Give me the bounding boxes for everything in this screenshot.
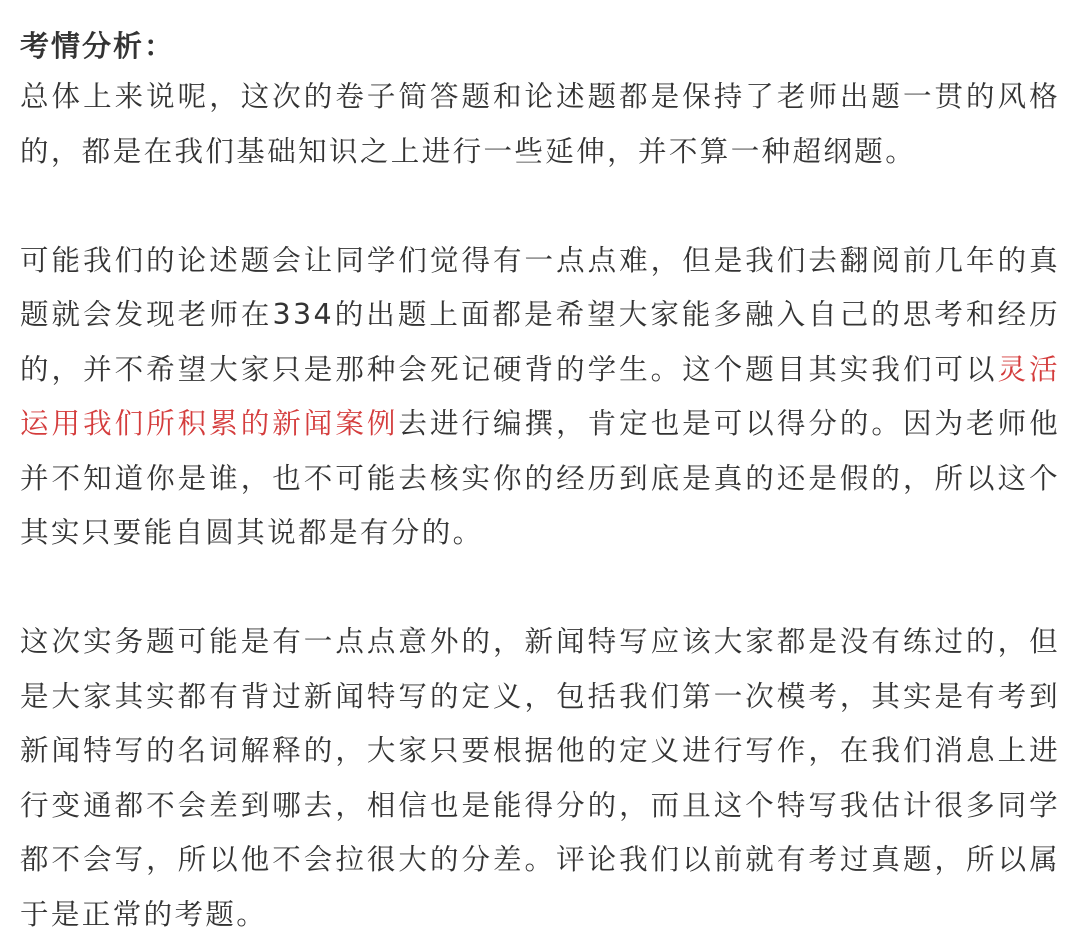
- paragraph-overview: 总体上来说呢，这次的卷子简答题和论述题都是保持了老师出题一贯的风格的，都是在我们基础知识之上进行一些延伸，并不算一种超纲题。: [20, 80, 1060, 168]
- highlighted-text: 灵活运用我们所积累的新闻案例: [20, 352, 1060, 440]
- paragraph-text: 可能我们的论述题会让同学们觉得有一点点难，但是我们去翻阅前几年的真题就会发现老师在334的出题上面都是希望大家能多融入自己的思考和经历的，并不希望大家只是那种会死记硬背的学生。这个题目其实我们可以: [20, 243, 1060, 386]
- paragraph-text: 去进行编撰，肯定也是可以得分的。因为老师他并不知道你是谁，也不可能去核实你的经历到底是真的还是假的，所以这个其实只要能自圆其说都是有分的。: [20, 407, 1060, 549]
- article-body: [20, 26, 1060, 942]
- paragraph-spacer: [20, 179, 1060, 234]
- paragraph-spacer: [20, 561, 1060, 616]
- paragraph-essay-questions: [20, 234, 1060, 561]
- paragraph-practice-questions: 这次实务题可能是有一点点意外的，新闻特写应该大家都是没有练过的，但是大家其实都有背过新闻特写的定义，包括我们第一次模考，其实是有考到新闻特写的名词解释的，大家只要根据他的定义进行写作，在我们消息上进行变通都不会差到哪去，相信也是能得分的，而且这个特写我估计很多同学都不会写，所以他不会拉很大的分差。评论我们以前就有考过真题，所以属于是正常的考题。: [20, 625, 1060, 931]
- section-heading: 考情分析：: [20, 29, 176, 63]
